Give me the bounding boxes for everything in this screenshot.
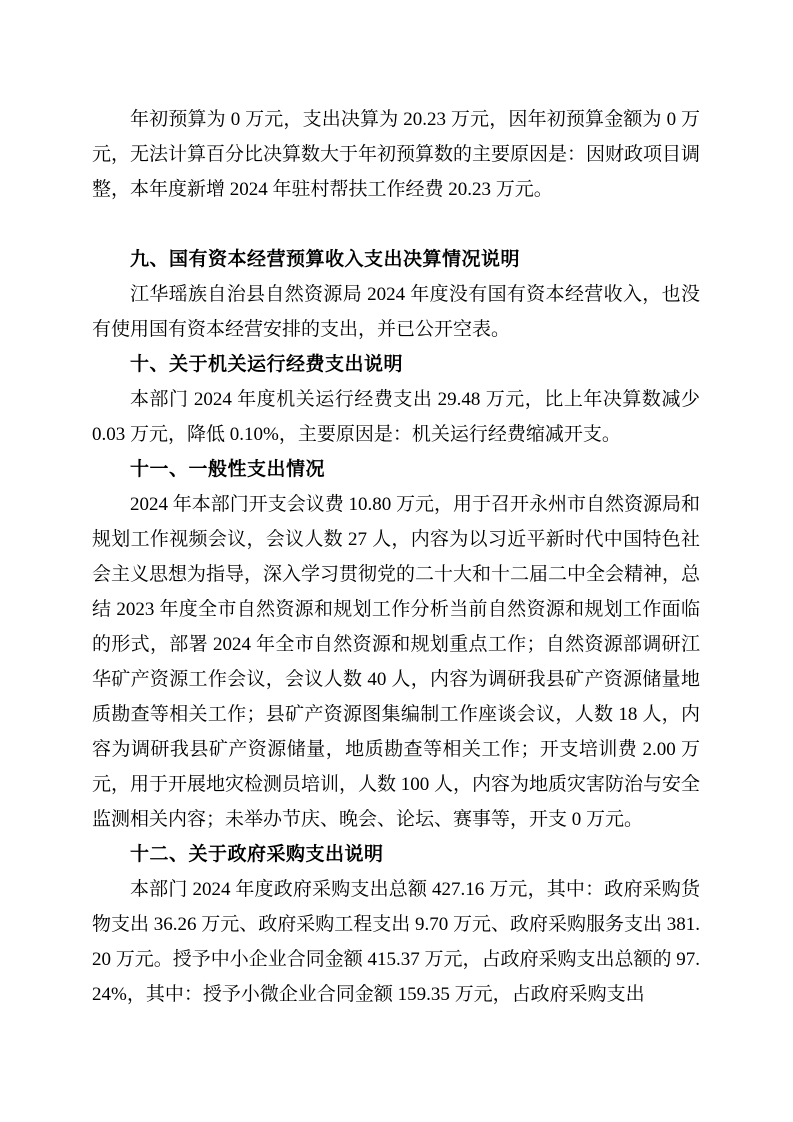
intro-paragraph: 年初预算为 0 万元，支出决算为 20.23 万元，因年初预算金额为 0 万元，无法计算百分比决算数大于年初预算数的主要原因是：因财政项目调整，本年度新增 2024 年驻村帮扶工作经费 20.23 万元。 bbox=[92, 109, 701, 200]
section-12-paragraph: 本部门 2024 年度政府采购支出总额 427.16 万元，其中：政府采购货物支出 36.26 万元、政府采购工程支出 9.70 万元、政府采购服务支出 381.20 万元。授予中小企业合同金额 415.37 万元，占政府采购支出总额的 97.24%，其中：授予小微企业合同金额 159.35 万元，占政府采购支出 bbox=[92, 879, 701, 1005]
section-heading-12: 十二、关于政府采购支出说明 bbox=[130, 844, 384, 865]
section-heading-10: 十、关于机关运行经费支出说明 bbox=[130, 354, 404, 375]
section-heading-11: 十一、一般性支出情况 bbox=[130, 459, 326, 480]
section-heading-9: 九、国有资本经营预算收入支出决算情况说明 bbox=[130, 249, 521, 270]
section-11-paragraph: 2024 年本部门开支会议费 10.80 万元，用于召开永州市自然资源局和规划工作视频会议，会议人数 27 人，内容为以习近平新时代中国特色社会主义思想为指导，深入学习贯彻党的二十大和十二届二中全会精神，总结 2023 年度全市自然资源和规划工作分析当前自然资源和规划工作面临的形式，部署 2024 年全市自然资源和规划重点工作；自然资源部调研江华矿产资源工作会议，会议人数 40 人，内容为调研我县矿产资源储量地质勘查等相关工作；县矿产资源图集编制工作座谈会议，人数 18 人，内容为调研我县矿产资源储量，地质勘查等相关工作；开支培训费 2.00 万元，用于开展地灾检测员培训，人数 100 人，内容为地质灾害防治与安全监测相关内容；未举办节庆、晚会、论坛、赛事等，开支 0 万元。 bbox=[92, 494, 701, 830]
section-10-paragraph: 本部门 2024 年度机关运行经费支出 29.48 万元，比上年决算数减少 0.03 万元，降低 0.10%，主要原因是：机关运行经费缩减开支。 bbox=[92, 389, 700, 445]
blank-line-spacer bbox=[92, 207, 700, 242]
section-9-paragraph: 江华瑶族自治县自然资源局 2024 年度没有国有资本经营收入，也没有使用国有资本经营安排的支出，并已公开空表。 bbox=[92, 284, 700, 340]
